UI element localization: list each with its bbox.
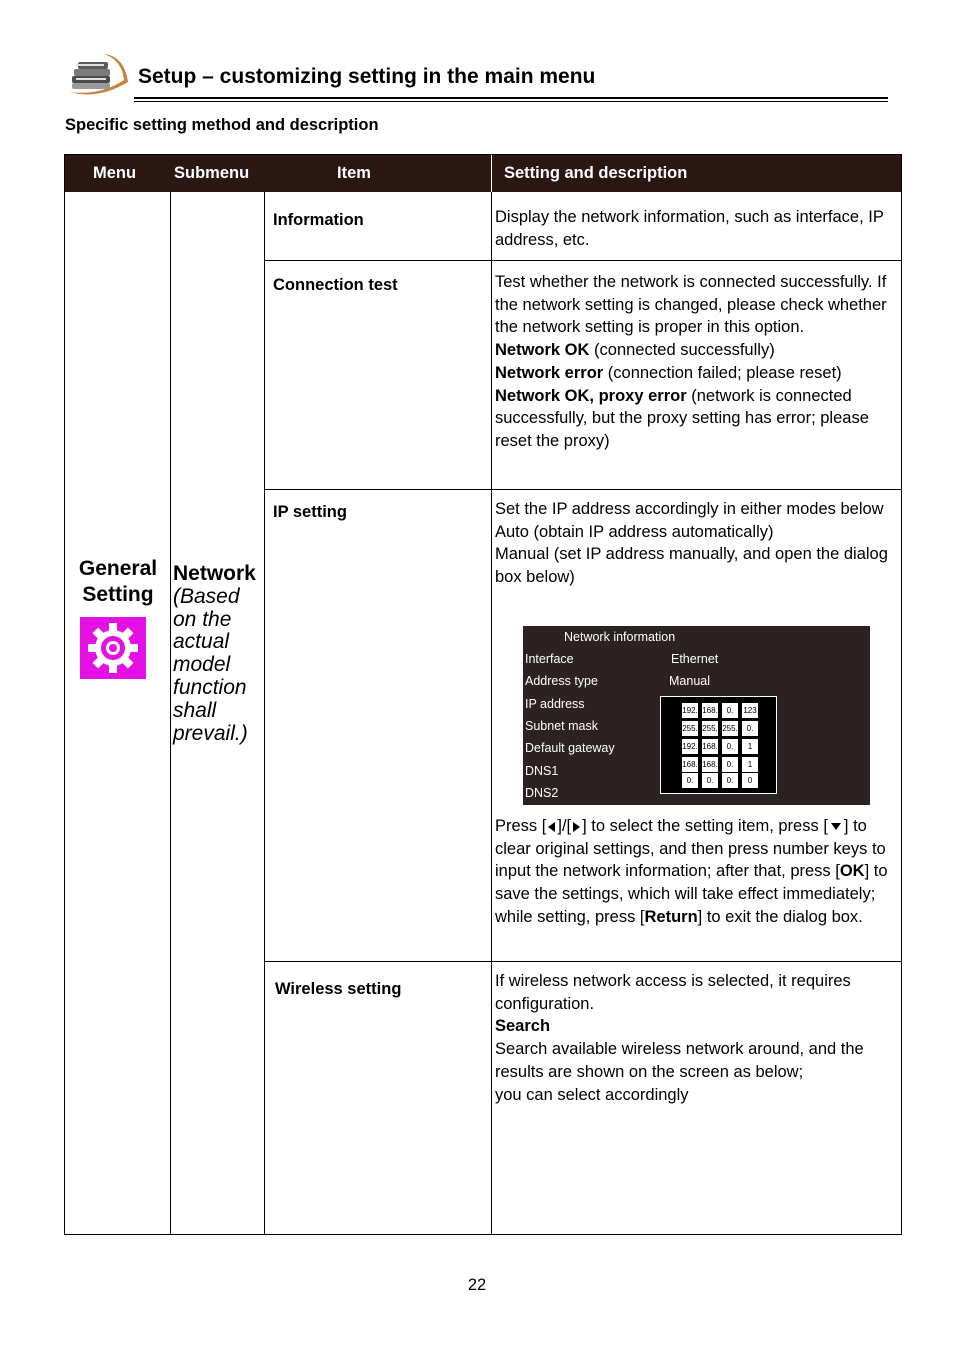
desc-text: Manual (set IP address manually, and open the dialog box below) [495,545,888,587]
desc-connection-test [495,271,901,453]
books-icon [64,52,132,98]
ip-field[interactable]: 0. [722,739,738,754]
down-arrow-icon [831,823,841,830]
ip-field[interactable]: 123 [742,703,758,718]
page-header [64,52,888,106]
header-rule-thin [134,101,888,102]
ip-field[interactable]: 168. [682,757,698,772]
dialog-title: Network information [564,630,676,644]
label-dns2: DNS2 [525,786,559,800]
left-arrow-icon [548,822,555,832]
header-setting-description: Setting and description [504,164,688,182]
search-text: Search available wireless network around, and the results are shown on the screen as below; you can select accordingly [495,1040,864,1104]
desc-wireless-setting [495,970,901,1106]
header-rule [134,97,888,99]
label-subnet-mask: Subnet mask [525,719,598,733]
label-dns1: DNS1 [525,764,559,778]
label-address-type: Address type [525,674,598,688]
right-arrow-icon [573,822,580,832]
label-interface: Interface [525,652,574,666]
ip-field[interactable]: 168. [702,703,718,718]
ip-field[interactable]: 168. [702,739,718,754]
header-submenu: Submenu [174,164,250,182]
header-menu: Menu [93,164,137,182]
header-divider [491,155,492,192]
desc-information [495,206,901,251]
ip-field[interactable]: 0. [742,721,758,736]
submenu-note: (Based on the actual model function shall prevail.) [173,584,248,745]
ip-field[interactable]: 1 [742,739,758,754]
table-header [65,155,901,192]
status-ok: Network OK (connected successfully) [495,341,775,360]
ip-field[interactable]: 0. [722,757,738,772]
gear-icon [80,617,146,679]
ip-field[interactable]: 0. [722,773,738,788]
ip-field[interactable]: 0. [722,703,738,718]
ip-field[interactable]: 168. [702,757,718,772]
status-error: Network error (connection failed; please reset) [495,363,842,382]
item-information: Information [273,211,364,229]
ip-field[interactable]: 255. [722,721,738,736]
status-proxy-error: Network OK, proxy error (network is connected successfully, but the proxy setting has error; please reset the proxy) [495,386,869,450]
row-divider [265,260,901,261]
search-label: Search [495,1017,551,1036]
desc-text: If wireless network access is selected, it requires configuration. [495,972,851,1013]
ip-field[interactable]: 1 [742,757,758,772]
section-title: Specific setting method and description [65,116,379,134]
value-address-type: Manual [669,674,710,688]
row-divider [265,961,901,962]
instructions-text: Press [ ]/[ ] to select the setting item, press [ ] to clear original settings, and then press number keys to input the network information; after that, press [OK] to save the settings, which will take effect immediately; while setting, press [Return] to exit the dialog box. [495,817,888,926]
desc-text: Set the IP address accordingly in either modes below [495,500,884,518]
menu-cell [65,192,171,1234]
settings-table [64,154,902,1235]
desc-ip-setting [495,498,901,589]
ip-field[interactable]: 255. [702,721,718,736]
ip-field[interactable]: 192. [682,703,698,718]
label-default-gateway: Default gateway [525,741,615,755]
desc-text: Display the network information, such as interface, IP address, etc. [495,208,884,249]
desc-ip-instructions [495,815,901,929]
ip-input-grid [660,696,777,794]
desc-text: Auto (obtain IP address automatically) [495,522,774,541]
page-number: 22 [467,1276,487,1294]
ip-field[interactable]: 0. [702,773,718,788]
submenu-cell [173,563,265,745]
menu-label: General Setting [78,557,158,606]
desc-text: Test whether the network is connected successfully. If the network setting is changed, please check whether the network setting is proper in this option. [495,273,887,337]
item-wireless-setting: Wireless setting [275,980,402,998]
column-divider [491,192,492,1234]
header-item: Item [337,164,371,182]
page-title: Setup – customizing setting in the main menu [138,65,596,88]
ip-field[interactable]: 255. [682,721,698,736]
network-info-dialog [523,626,870,805]
item-connection-test: Connection test [273,276,398,294]
label-ip-address: IP address [525,697,585,711]
ip-field[interactable]: 0. [682,773,698,788]
ip-field[interactable]: 192. [682,739,698,754]
row-divider [265,489,901,490]
ip-field[interactable]: 0 [742,773,758,788]
value-interface: Ethernet [671,652,719,666]
item-ip-setting: IP setting [273,503,347,521]
submenu-title: Network [173,562,256,585]
